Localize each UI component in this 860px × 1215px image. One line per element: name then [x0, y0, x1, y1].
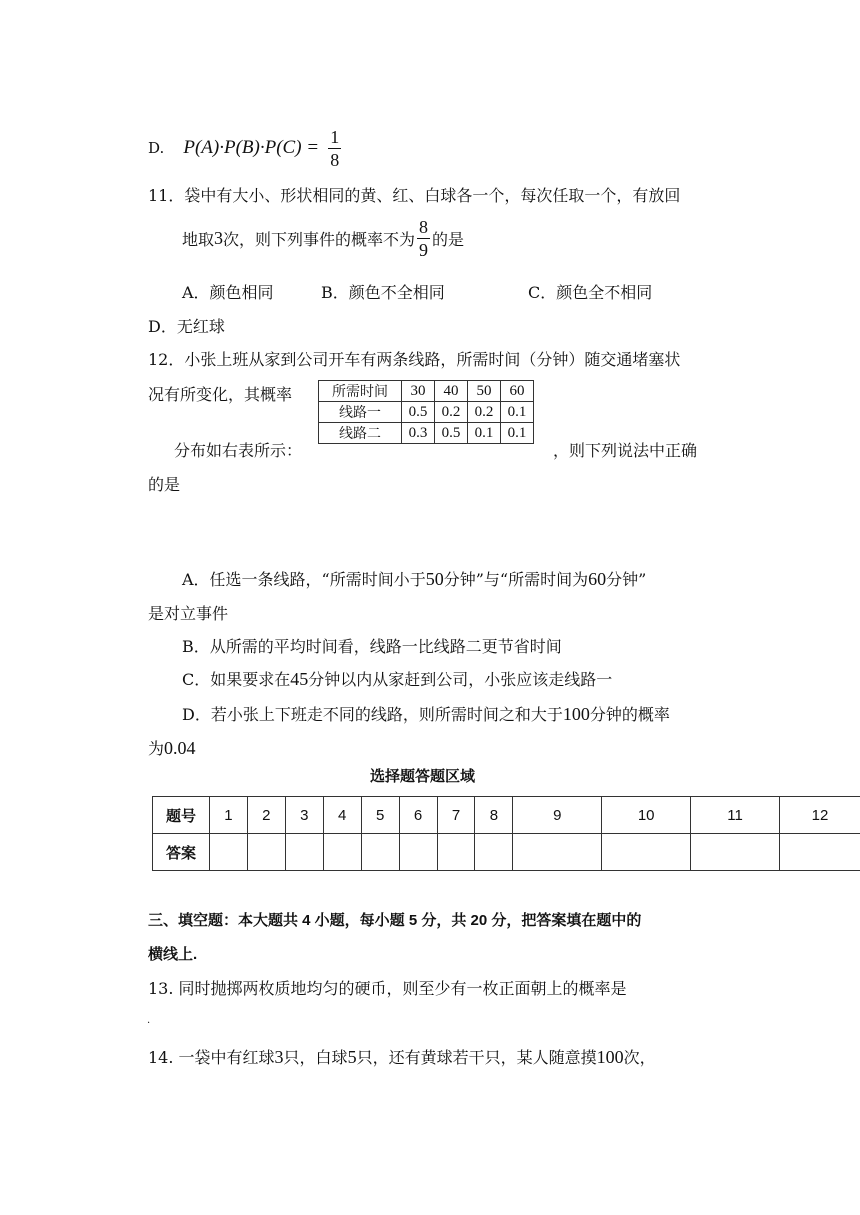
q14-text-part: 只，白球 [283, 1048, 348, 1067]
table-cell: 0.2 [435, 402, 468, 423]
q12-option-d [182, 702, 670, 725]
fraction-numerator: 8 [419, 217, 429, 237]
question-number-cell: 9 [513, 797, 602, 834]
q11-option-c: C．颜色全不相同 [528, 283, 653, 302]
answer-grid-label: 题号 [153, 797, 210, 834]
q11-line1: 11．袋中有大小、形状相同的黄、红、白球各一个，每次任取一个，有放回 [148, 186, 681, 205]
q11-option-d: D．无红球 [148, 317, 225, 336]
table-header-cell: 所需时间 [319, 381, 402, 402]
q12-option-b: B．从所需的平均时间看，线路一比线路二更节省时间 [182, 637, 562, 656]
q12-line3: 分布如右表所示： [174, 441, 303, 460]
q10-option-d-label: D. [148, 139, 165, 157]
table-cell: 线路二 [319, 423, 402, 444]
question-number-cell: 10 [602, 797, 691, 834]
answer-grid-label: 答案 [153, 834, 210, 871]
q11-option-b: B．颜色不全相同 [321, 283, 445, 302]
q12-option-a-text: 分钟” [606, 570, 647, 589]
q12-option-a-number: 50 [425, 569, 444, 589]
answer-cell[interactable] [323, 834, 361, 871]
answer-cell[interactable] [691, 834, 780, 871]
answer-grid-answer-row [153, 834, 860, 871]
answer-area-title: 选择题答题区域 [370, 768, 476, 785]
q10-option-d-formula: P(A)·P(B)·P(C) = [183, 137, 320, 158]
q12-option-c [182, 667, 612, 690]
question-number-cell: 2 [247, 797, 285, 834]
q13-blank-mark: . [147, 1015, 151, 1026]
table-cell: 0.2 [468, 402, 501, 423]
answer-grid [152, 796, 860, 871]
table-cell: 线路一 [319, 402, 402, 423]
q12-line1: 12．小张上班从家到公司开车有两条线路，所需时间（分钟）随交通堵塞状 [148, 350, 681, 369]
q12-option-d-number: 100 [562, 704, 590, 724]
table-row [319, 423, 534, 444]
table-header-cell: 60 [501, 381, 534, 402]
q11-option-a: A．颜色相同 [182, 283, 274, 302]
table-cell: 0.1 [468, 423, 501, 444]
answer-cell[interactable] [437, 834, 475, 871]
q10-option-d-fraction [328, 128, 341, 169]
table-header-cell: 50 [468, 381, 501, 402]
question-number-cell: 8 [475, 797, 513, 834]
answer-cell[interactable] [285, 834, 323, 871]
q14-text-part: 次， [623, 1048, 656, 1067]
table-header-cell: 40 [435, 381, 468, 402]
section3-heading: 三、填空题：本大题共 4 小题，每小题 5 分，共 20 分，把答案填在题中的 [148, 912, 642, 929]
table-cell: 0.1 [501, 402, 534, 423]
q13-text: 13. 同时抛掷两枚质地均匀的硬币，则至少有一枚正面朝上的概率是 [148, 979, 627, 998]
q10-option-d [148, 128, 341, 169]
table-cell: 0.5 [402, 402, 435, 423]
q14-number: 5 [347, 1047, 357, 1067]
question-number-cell: 4 [323, 797, 361, 834]
table-header-row [319, 381, 534, 402]
q12-option-d-text: 为 [148, 739, 165, 758]
question-number-cell: 11 [691, 797, 780, 834]
answer-grid-number-row [153, 797, 860, 834]
q12-distribution-table [318, 380, 534, 444]
fraction-denominator: 8 [330, 150, 340, 170]
q12-option-c-text: 分钟以内从家赶到公司，小张应该走线路一 [308, 670, 613, 689]
q11-line2-pre: 地取 [182, 230, 215, 249]
q11-line2-post: 的是 [432, 230, 465, 249]
answer-cell[interactable] [513, 834, 602, 871]
question-number-cell: 5 [361, 797, 399, 834]
answer-cell[interactable] [361, 834, 399, 871]
answer-cell[interactable] [399, 834, 437, 871]
question-number-cell: 6 [399, 797, 437, 834]
answer-cell[interactable] [475, 834, 513, 871]
q12-option-a-text: A．任选一条线路，“所需时间小于 [182, 570, 426, 589]
table-header-cell: 30 [402, 381, 435, 402]
q12-option-a-cont: 是对立事件 [148, 604, 229, 623]
q14-text-part: 只，还有黄球若干只，某人随意摸 [356, 1048, 597, 1067]
q12-option-d-text: D．若小张上下班走不同的线路，则所需时间之和大于 [182, 705, 563, 724]
answer-cell[interactable] [779, 834, 860, 871]
q12-option-a-text: 分钟”与“所需时间为 [443, 570, 589, 589]
question-number-cell: 7 [437, 797, 475, 834]
question-number-cell: 1 [209, 797, 247, 834]
q11-draw-count: 3 [214, 228, 224, 248]
q12-option-d-number: 0.04 [164, 738, 196, 758]
q14-text [148, 1045, 656, 1068]
table-cell: 0.5 [435, 423, 468, 444]
table-cell: 0.3 [402, 423, 435, 444]
answer-cell[interactable] [209, 834, 247, 871]
q12-option-d-text: 分钟的概率 [589, 705, 670, 724]
table-cell: 0.1 [501, 423, 534, 444]
q12-option-a-number: 60 [588, 569, 607, 589]
q11-line2 [182, 218, 464, 259]
answer-cell[interactable] [247, 834, 285, 871]
answer-cell[interactable] [602, 834, 691, 871]
q12-option-a [182, 567, 646, 590]
section3-heading-cont: 横线上. [148, 946, 198, 963]
fraction-numerator: 1 [330, 127, 340, 147]
question-number-cell: 12 [779, 797, 860, 834]
q12-line4: 的是 [148, 475, 181, 494]
q12-line2: 况有所变化，其概率 [148, 385, 293, 404]
table-row [319, 402, 534, 423]
q12-line3-post: ，则下列说法中正确 [553, 441, 698, 460]
q11-line2-mid: 次，则下列事件的概率不为 [223, 230, 416, 249]
q11-fraction [417, 218, 430, 259]
q14-text-part: 14. 一袋中有红球 [148, 1048, 275, 1067]
q12-option-d-cont [148, 736, 196, 759]
q14-number: 100 [596, 1047, 624, 1067]
q12-option-c-number: 45 [290, 669, 309, 689]
q12-option-c-text: C．如果要求在 [182, 670, 291, 689]
q14-number: 3 [274, 1047, 284, 1067]
question-number-cell: 3 [285, 797, 323, 834]
fraction-denominator: 9 [419, 240, 429, 260]
